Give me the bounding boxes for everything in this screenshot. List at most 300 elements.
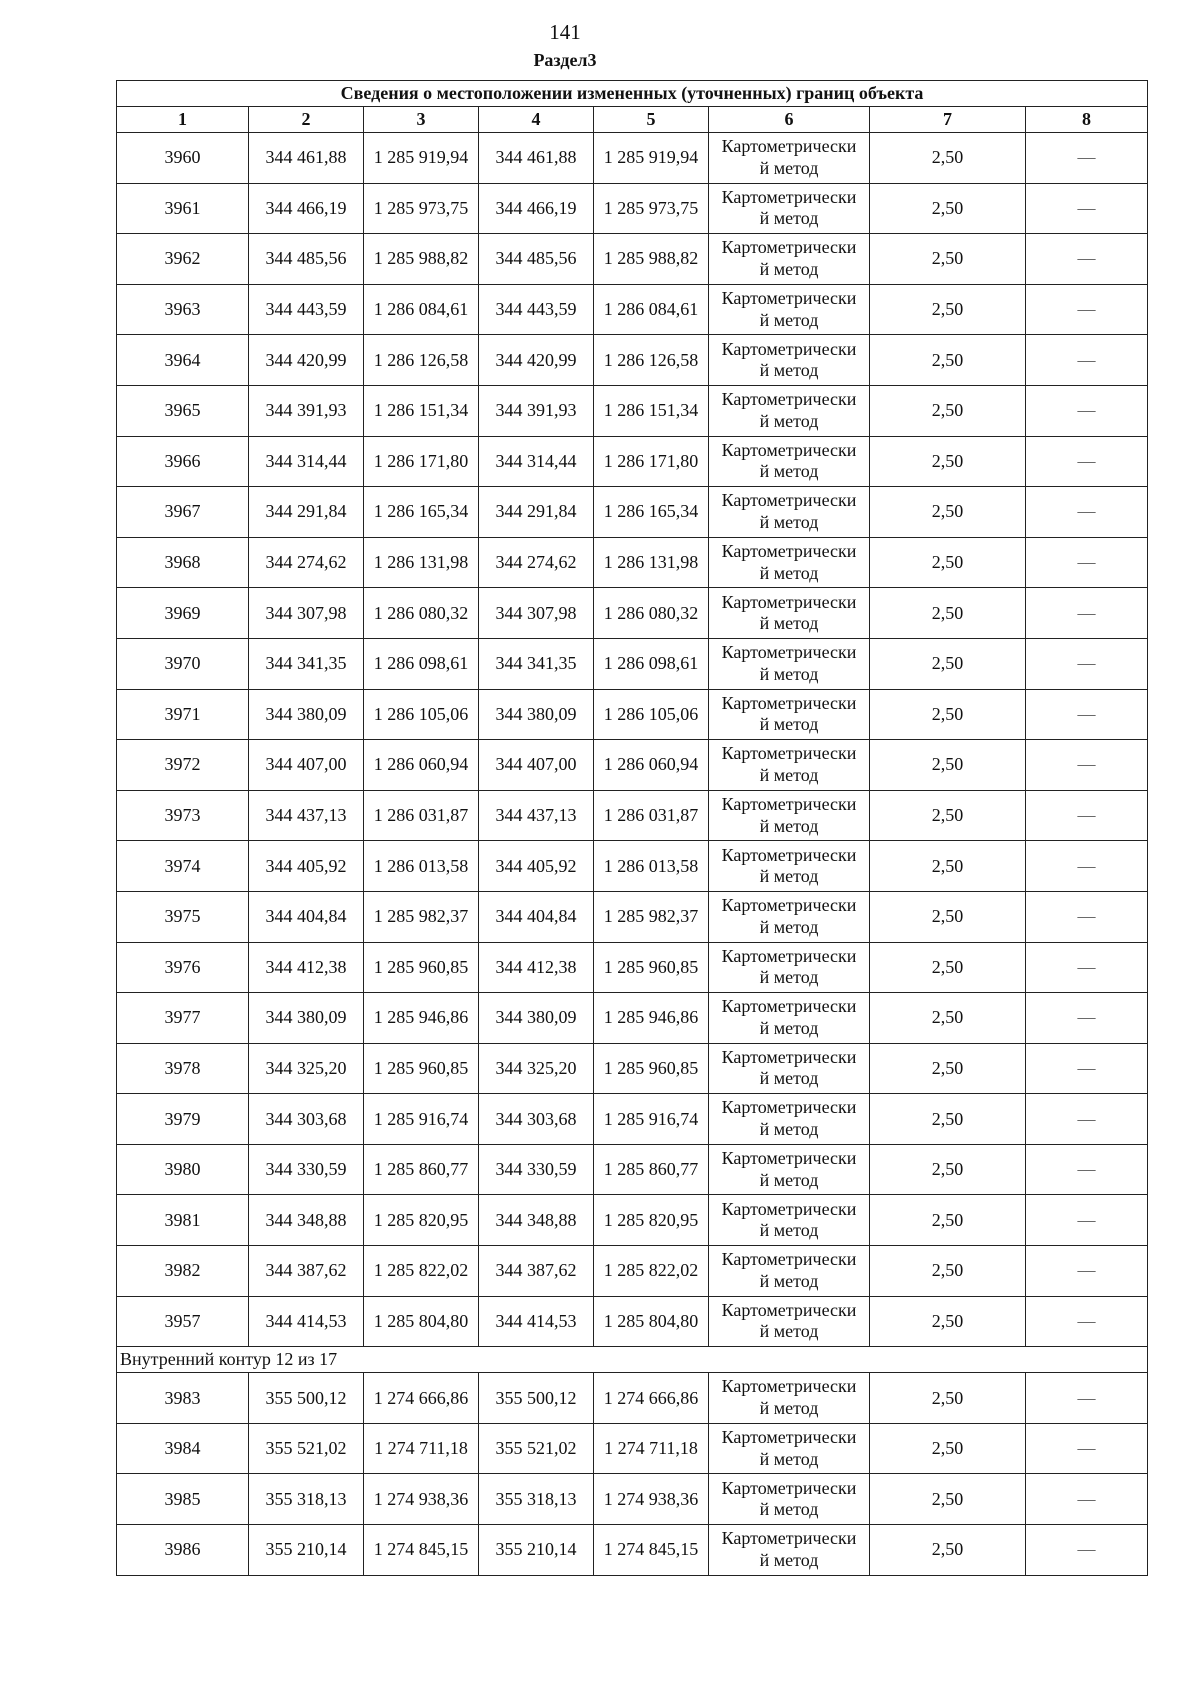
method-cell: [709, 284, 870, 335]
point-number: 3978: [117, 1043, 249, 1094]
x-coordinate-refined: 344 412,38: [479, 942, 594, 993]
method-text-line1: Картометрически: [721, 945, 857, 966]
x-coordinate-refined: 344 485,56: [479, 234, 594, 285]
table-row: [117, 1296, 1148, 1347]
x-coordinate-refined: 344 348,88: [479, 1195, 594, 1246]
table-row: [117, 385, 1148, 436]
page-number: 141: [549, 20, 581, 44]
method-cell: [709, 993, 870, 1044]
y-coordinate-refined: 1 286 080,32: [594, 588, 709, 639]
precision-value: 2,50: [870, 790, 1026, 841]
column-header: 5: [594, 107, 709, 133]
description-cell: —: [1026, 1373, 1148, 1424]
x-coordinate-refined: 344 380,09: [479, 993, 594, 1044]
method-cell: [709, 1246, 870, 1297]
method-cell: [709, 942, 870, 993]
x-coordinate-refined: 344 404,84: [479, 891, 594, 942]
point-number: 3982: [117, 1246, 249, 1297]
x-coordinate: 344 303,68: [249, 1094, 364, 1145]
x-coordinate: 344 461,88: [249, 133, 364, 184]
table-row: [117, 335, 1148, 386]
table-row: [117, 993, 1148, 1044]
column-header: 6: [709, 107, 870, 133]
y-coordinate: 1 274 845,15: [364, 1525, 479, 1576]
point-number: 3975: [117, 891, 249, 942]
description-cell: —: [1026, 638, 1148, 689]
y-coordinate: 1 274 938,36: [364, 1474, 479, 1525]
y-coordinate: 1 286 031,87: [364, 790, 479, 841]
method-cell: [709, 385, 870, 436]
description-cell: —: [1026, 1195, 1148, 1246]
y-coordinate-refined: 1 285 860,77: [594, 1144, 709, 1195]
description-cell: —: [1026, 942, 1148, 993]
method-text-line1: Картометрически: [721, 743, 857, 764]
description-cell: —: [1026, 284, 1148, 335]
x-coordinate-refined: 344 330,59: [479, 1144, 594, 1195]
method-text-line2: й метод: [759, 1119, 819, 1140]
method-cell: [709, 841, 870, 892]
contour-row: [117, 1347, 1148, 1373]
method-text-line2: й метод: [759, 1549, 819, 1570]
method-text-line1: Картометрически: [721, 1249, 857, 1270]
precision-value: 2,50: [870, 436, 1026, 487]
method-text-line2: й метод: [759, 1068, 819, 1089]
description-cell: —: [1026, 740, 1148, 791]
method-text-line2: й метод: [759, 1448, 819, 1469]
method-text-line1: Картометрически: [721, 1528, 857, 1549]
x-coordinate-refined: 344 274,62: [479, 537, 594, 588]
y-coordinate-refined: 1 286 031,87: [594, 790, 709, 841]
table-row: [117, 891, 1148, 942]
table-row: [117, 689, 1148, 740]
x-coordinate: 344 307,98: [249, 588, 364, 639]
precision-value: 2,50: [870, 284, 1026, 335]
y-coordinate: 1 286 131,98: [364, 537, 479, 588]
description-cell: —: [1026, 1043, 1148, 1094]
y-coordinate: 1 285 804,80: [364, 1296, 479, 1347]
method-cell: [709, 1195, 870, 1246]
method-text-line1: Картометрически: [721, 439, 857, 460]
x-coordinate-refined: 344 307,98: [479, 588, 594, 639]
x-coordinate: 344 405,92: [249, 841, 364, 892]
y-coordinate-refined: 1 286 171,80: [594, 436, 709, 487]
method-text-line2: й метод: [759, 461, 819, 482]
column-header: 7: [870, 107, 1026, 133]
x-coordinate-refined: 344 443,59: [479, 284, 594, 335]
method-text-line1: Картометрически: [721, 389, 857, 410]
description-cell: —: [1026, 1094, 1148, 1145]
point-number: 3970: [117, 638, 249, 689]
method-text-line2: й метод: [759, 208, 819, 229]
y-coordinate: 1 274 666,86: [364, 1373, 479, 1424]
table-row: [117, 234, 1148, 285]
point-number: 3980: [117, 1144, 249, 1195]
precision-value: 2,50: [870, 1144, 1026, 1195]
point-number: 3972: [117, 740, 249, 791]
precision-value: 2,50: [870, 1246, 1026, 1297]
point-number: 3963: [117, 284, 249, 335]
method-cell: [709, 335, 870, 386]
table-row: [117, 1525, 1148, 1576]
point-number: 3977: [117, 993, 249, 1044]
method-cell: [709, 638, 870, 689]
boundary-coordinates-table: [116, 80, 1148, 1576]
precision-value: 2,50: [870, 234, 1026, 285]
point-number: 3986: [117, 1525, 249, 1576]
x-coordinate-refined: 344 407,00: [479, 740, 594, 791]
method-text-line1: Картометрически: [721, 591, 857, 612]
description-cell: —: [1026, 335, 1148, 386]
y-coordinate-refined: 1 274 845,15: [594, 1525, 709, 1576]
method-cell: [709, 234, 870, 285]
method-text-line2: й метод: [759, 1169, 819, 1190]
description-cell: —: [1026, 689, 1148, 740]
description-cell: —: [1026, 234, 1148, 285]
precision-value: 2,50: [870, 1423, 1026, 1474]
method-cell: [709, 740, 870, 791]
x-coordinate-refined: 344 325,20: [479, 1043, 594, 1094]
x-coordinate: 344 485,56: [249, 234, 364, 285]
point-number: 3973: [117, 790, 249, 841]
method-text-line2: й метод: [759, 410, 819, 431]
method-text-line2: й метод: [759, 157, 819, 178]
table-row: [117, 1423, 1148, 1474]
x-coordinate-refined: 344 414,53: [479, 1296, 594, 1347]
y-coordinate-refined: 1 286 165,34: [594, 487, 709, 538]
column-header: 1: [117, 107, 249, 133]
method-text-line1: Картометрически: [721, 642, 857, 663]
point-number: 3971: [117, 689, 249, 740]
description-cell: —: [1026, 993, 1148, 1044]
x-coordinate-refined: 344 405,92: [479, 841, 594, 892]
method-text-line1: Картометрически: [721, 490, 857, 511]
method-text-line2: й метод: [759, 866, 819, 887]
point-number: 3979: [117, 1094, 249, 1145]
method-cell: [709, 1043, 870, 1094]
x-coordinate-refined: 344 341,35: [479, 638, 594, 689]
precision-value: 2,50: [870, 891, 1026, 942]
x-coordinate: 344 325,20: [249, 1043, 364, 1094]
precision-value: 2,50: [870, 689, 1026, 740]
description-cell: —: [1026, 537, 1148, 588]
method-text-line1: Картометрически: [721, 1046, 857, 1067]
x-coordinate: 344 330,59: [249, 1144, 364, 1195]
point-number: 3976: [117, 942, 249, 993]
description-cell: —: [1026, 1474, 1148, 1525]
method-text-line1: Картометрически: [721, 540, 857, 561]
precision-value: 2,50: [870, 537, 1026, 588]
description-cell: —: [1026, 385, 1148, 436]
y-coordinate-refined: 1 286 098,61: [594, 638, 709, 689]
precision-value: 2,50: [870, 588, 1026, 639]
y-coordinate: 1 286 080,32: [364, 588, 479, 639]
method-text-line1: Картометрически: [721, 1198, 857, 1219]
table-row: [117, 1373, 1148, 1424]
precision-value: 2,50: [870, 993, 1026, 1044]
y-coordinate-refined: 1 286 060,94: [594, 740, 709, 791]
description-cell: —: [1026, 1296, 1148, 1347]
method-cell: [709, 1373, 870, 1424]
precision-value: 2,50: [870, 385, 1026, 436]
precision-value: 2,50: [870, 841, 1026, 892]
precision-value: 2,50: [870, 1195, 1026, 1246]
description-cell: —: [1026, 436, 1148, 487]
x-coordinate: 344 412,38: [249, 942, 364, 993]
point-number: 3962: [117, 234, 249, 285]
y-coordinate-refined: 1 285 988,82: [594, 234, 709, 285]
method-text-line2: й метод: [759, 663, 819, 684]
description-cell: —: [1026, 891, 1148, 942]
x-coordinate: 344 420,99: [249, 335, 364, 386]
y-coordinate-refined: 1 285 982,37: [594, 891, 709, 942]
method-text-line2: й метод: [759, 1499, 819, 1520]
method-text-line1: Картометрически: [721, 1148, 857, 1169]
description-cell: —: [1026, 588, 1148, 639]
x-coordinate-refined: 344 437,13: [479, 790, 594, 841]
precision-value: 2,50: [870, 1296, 1026, 1347]
method-text-line1: Картометрически: [721, 1427, 857, 1448]
method-cell: [709, 1474, 870, 1525]
y-coordinate: 1 286 098,61: [364, 638, 479, 689]
y-coordinate: 1 274 711,18: [364, 1423, 479, 1474]
method-text-line2: й метод: [759, 511, 819, 532]
table-row: [117, 183, 1148, 234]
x-coordinate: 344 437,13: [249, 790, 364, 841]
x-coordinate: 344 443,59: [249, 284, 364, 335]
description-cell: —: [1026, 790, 1148, 841]
y-coordinate: 1 285 946,86: [364, 993, 479, 1044]
table-row: [117, 436, 1148, 487]
y-coordinate-refined: 1 285 919,94: [594, 133, 709, 184]
x-coordinate: 344 380,09: [249, 689, 364, 740]
precision-value: 2,50: [870, 183, 1026, 234]
y-coordinate-refined: 1 285 820,95: [594, 1195, 709, 1246]
description-cell: —: [1026, 841, 1148, 892]
x-coordinate-refined: 355 318,13: [479, 1474, 594, 1525]
y-coordinate-refined: 1 286 013,58: [594, 841, 709, 892]
method-text-line1: Картометрически: [721, 1376, 857, 1397]
method-cell: [709, 487, 870, 538]
column-header: 3: [364, 107, 479, 133]
precision-value: 2,50: [870, 133, 1026, 184]
table-row: [117, 790, 1148, 841]
x-coordinate: 344 391,93: [249, 385, 364, 436]
point-number: 3964: [117, 335, 249, 386]
method-text-line1: Картометрически: [721, 237, 857, 258]
table-body: [117, 133, 1148, 1576]
x-coordinate: 355 500,12: [249, 1373, 364, 1424]
point-number: 3966: [117, 436, 249, 487]
y-coordinate-refined: 1 286 105,06: [594, 689, 709, 740]
x-coordinate-refined: 344 303,68: [479, 1094, 594, 1145]
y-coordinate-refined: 1 285 973,75: [594, 183, 709, 234]
x-coordinate: 344 387,62: [249, 1246, 364, 1297]
method-cell: [709, 588, 870, 639]
method-text-line2: й метод: [759, 1017, 819, 1038]
method-text-line2: й метод: [759, 714, 819, 735]
method-cell: [709, 1094, 870, 1145]
method-text-line1: Картометрически: [721, 996, 857, 1017]
x-coordinate: 344 314,44: [249, 436, 364, 487]
column-header-row: [117, 107, 1148, 133]
point-number: 3985: [117, 1474, 249, 1525]
method-text-line1: Картометрически: [721, 287, 857, 308]
method-text-line1: Картометрически: [721, 1477, 857, 1498]
y-coordinate-refined: 1 286 126,58: [594, 335, 709, 386]
precision-value: 2,50: [870, 487, 1026, 538]
x-coordinate: 355 210,14: [249, 1525, 364, 1576]
y-coordinate: 1 286 126,58: [364, 335, 479, 386]
method-text-line2: й метод: [759, 1220, 819, 1241]
precision-value: 2,50: [870, 740, 1026, 791]
y-coordinate: 1 285 919,94: [364, 133, 479, 184]
x-coordinate-refined: 344 391,93: [479, 385, 594, 436]
x-coordinate-refined: 344 461,88: [479, 133, 594, 184]
x-coordinate: 344 414,53: [249, 1296, 364, 1347]
method-text-line1: Картометрически: [721, 692, 857, 713]
y-coordinate-refined: 1 274 711,18: [594, 1423, 709, 1474]
x-coordinate: 344 348,88: [249, 1195, 364, 1246]
method-cell: [709, 436, 870, 487]
table-row: [117, 638, 1148, 689]
method-cell: [709, 133, 870, 184]
y-coordinate-refined: 1 285 822,02: [594, 1246, 709, 1297]
method-text-line2: й метод: [759, 613, 819, 634]
method-text-line2: й метод: [759, 1321, 819, 1342]
y-coordinate: 1 285 820,95: [364, 1195, 479, 1246]
precision-value: 2,50: [870, 942, 1026, 993]
table-row: [117, 487, 1148, 538]
y-coordinate: 1 286 013,58: [364, 841, 479, 892]
x-coordinate: 355 521,02: [249, 1423, 364, 1474]
method-text-line1: Картометрически: [721, 895, 857, 916]
x-coordinate-refined: 344 291,84: [479, 487, 594, 538]
method-text-line1: Картометрически: [721, 186, 857, 207]
column-header: 4: [479, 107, 594, 133]
x-coordinate: 355 318,13: [249, 1474, 364, 1525]
column-header: 2: [249, 107, 364, 133]
method-text-line2: й метод: [759, 916, 819, 937]
x-coordinate-refined: 344 314,44: [479, 436, 594, 487]
table-title: Сведения о местоположении измененных (уточненных) границ объекта: [117, 81, 1148, 107]
y-coordinate: 1 285 916,74: [364, 1094, 479, 1145]
method-text-line2: й метод: [759, 360, 819, 381]
method-text-line1: Картометрически: [721, 793, 857, 814]
y-coordinate: 1 286 171,80: [364, 436, 479, 487]
y-coordinate: 1 286 151,34: [364, 385, 479, 436]
y-coordinate: 1 286 165,34: [364, 487, 479, 538]
description-cell: —: [1026, 1525, 1148, 1576]
method-text-line2: й метод: [759, 967, 819, 988]
description-cell: —: [1026, 133, 1148, 184]
x-coordinate: 344 341,35: [249, 638, 364, 689]
point-number: 3957: [117, 1296, 249, 1347]
x-coordinate-refined: 344 420,99: [479, 335, 594, 386]
method-cell: [709, 183, 870, 234]
precision-value: 2,50: [870, 1043, 1026, 1094]
table-row: [117, 133, 1148, 184]
y-coordinate-refined: 1 285 804,80: [594, 1296, 709, 1347]
x-coordinate-refined: 355 210,14: [479, 1525, 594, 1576]
method-cell: [709, 689, 870, 740]
method-text-line2: й метод: [759, 258, 819, 279]
point-number: 3984: [117, 1423, 249, 1474]
y-coordinate-refined: 1 286 131,98: [594, 537, 709, 588]
method-cell: [709, 537, 870, 588]
method-cell: [709, 891, 870, 942]
y-coordinate: 1 285 960,85: [364, 1043, 479, 1094]
precision-value: 2,50: [870, 1094, 1026, 1145]
x-coordinate-refined: 355 521,02: [479, 1423, 594, 1474]
y-coordinate-refined: 1 285 916,74: [594, 1094, 709, 1145]
y-coordinate: 1 285 860,77: [364, 1144, 479, 1195]
method-cell: [709, 1296, 870, 1347]
point-number: 3968: [117, 537, 249, 588]
y-coordinate: 1 285 973,75: [364, 183, 479, 234]
x-coordinate: 344 274,62: [249, 537, 364, 588]
precision-value: 2,50: [870, 1525, 1026, 1576]
table-row: [117, 740, 1148, 791]
table-row: [117, 1144, 1148, 1195]
y-coordinate-refined: 1 285 960,85: [594, 942, 709, 993]
point-number: 3974: [117, 841, 249, 892]
method-text-line1: Картометрически: [721, 1097, 857, 1118]
method-text-line2: й метод: [759, 1398, 819, 1419]
y-coordinate: 1 286 105,06: [364, 689, 479, 740]
table-row: [117, 284, 1148, 335]
method-cell: [709, 1144, 870, 1195]
method-text-line1: Картометрически: [721, 844, 857, 865]
method-cell: [709, 1423, 870, 1474]
y-coordinate: 1 285 960,85: [364, 942, 479, 993]
point-number: 3969: [117, 588, 249, 639]
x-coordinate: 344 404,84: [249, 891, 364, 942]
x-coordinate: 344 380,09: [249, 993, 364, 1044]
table-row: [117, 1195, 1148, 1246]
description-cell: —: [1026, 1144, 1148, 1195]
y-coordinate-refined: 1 285 960,85: [594, 1043, 709, 1094]
y-coordinate-refined: 1 286 084,61: [594, 284, 709, 335]
point-number: 3983: [117, 1373, 249, 1424]
contour-label: Внутренний контур 12 из 17: [117, 1347, 1148, 1373]
y-coordinate-refined: 1 274 666,86: [594, 1373, 709, 1424]
table-row: [117, 588, 1148, 639]
method-text-line1: Картометрически: [721, 136, 857, 157]
table-row: [117, 942, 1148, 993]
x-coordinate-refined: 355 500,12: [479, 1373, 594, 1424]
method-text-line2: й метод: [759, 309, 819, 330]
point-number: 3960: [117, 133, 249, 184]
y-coordinate-refined: 1 285 946,86: [594, 993, 709, 1044]
precision-value: 2,50: [870, 1474, 1026, 1525]
y-coordinate: 1 285 822,02: [364, 1246, 479, 1297]
point-number: 3961: [117, 183, 249, 234]
table-row: [117, 841, 1148, 892]
table-row: [117, 1246, 1148, 1297]
point-number: 3965: [117, 385, 249, 436]
point-number: 3967: [117, 487, 249, 538]
y-coordinate: 1 286 084,61: [364, 284, 479, 335]
precision-value: 2,50: [870, 638, 1026, 689]
table-row: [117, 1474, 1148, 1525]
description-cell: —: [1026, 183, 1148, 234]
description-cell: —: [1026, 1246, 1148, 1297]
precision-value: 2,50: [870, 335, 1026, 386]
precision-value: 2,50: [870, 1373, 1026, 1424]
table-row: [117, 537, 1148, 588]
table-row: [117, 1094, 1148, 1145]
x-coordinate: 344 291,84: [249, 487, 364, 538]
